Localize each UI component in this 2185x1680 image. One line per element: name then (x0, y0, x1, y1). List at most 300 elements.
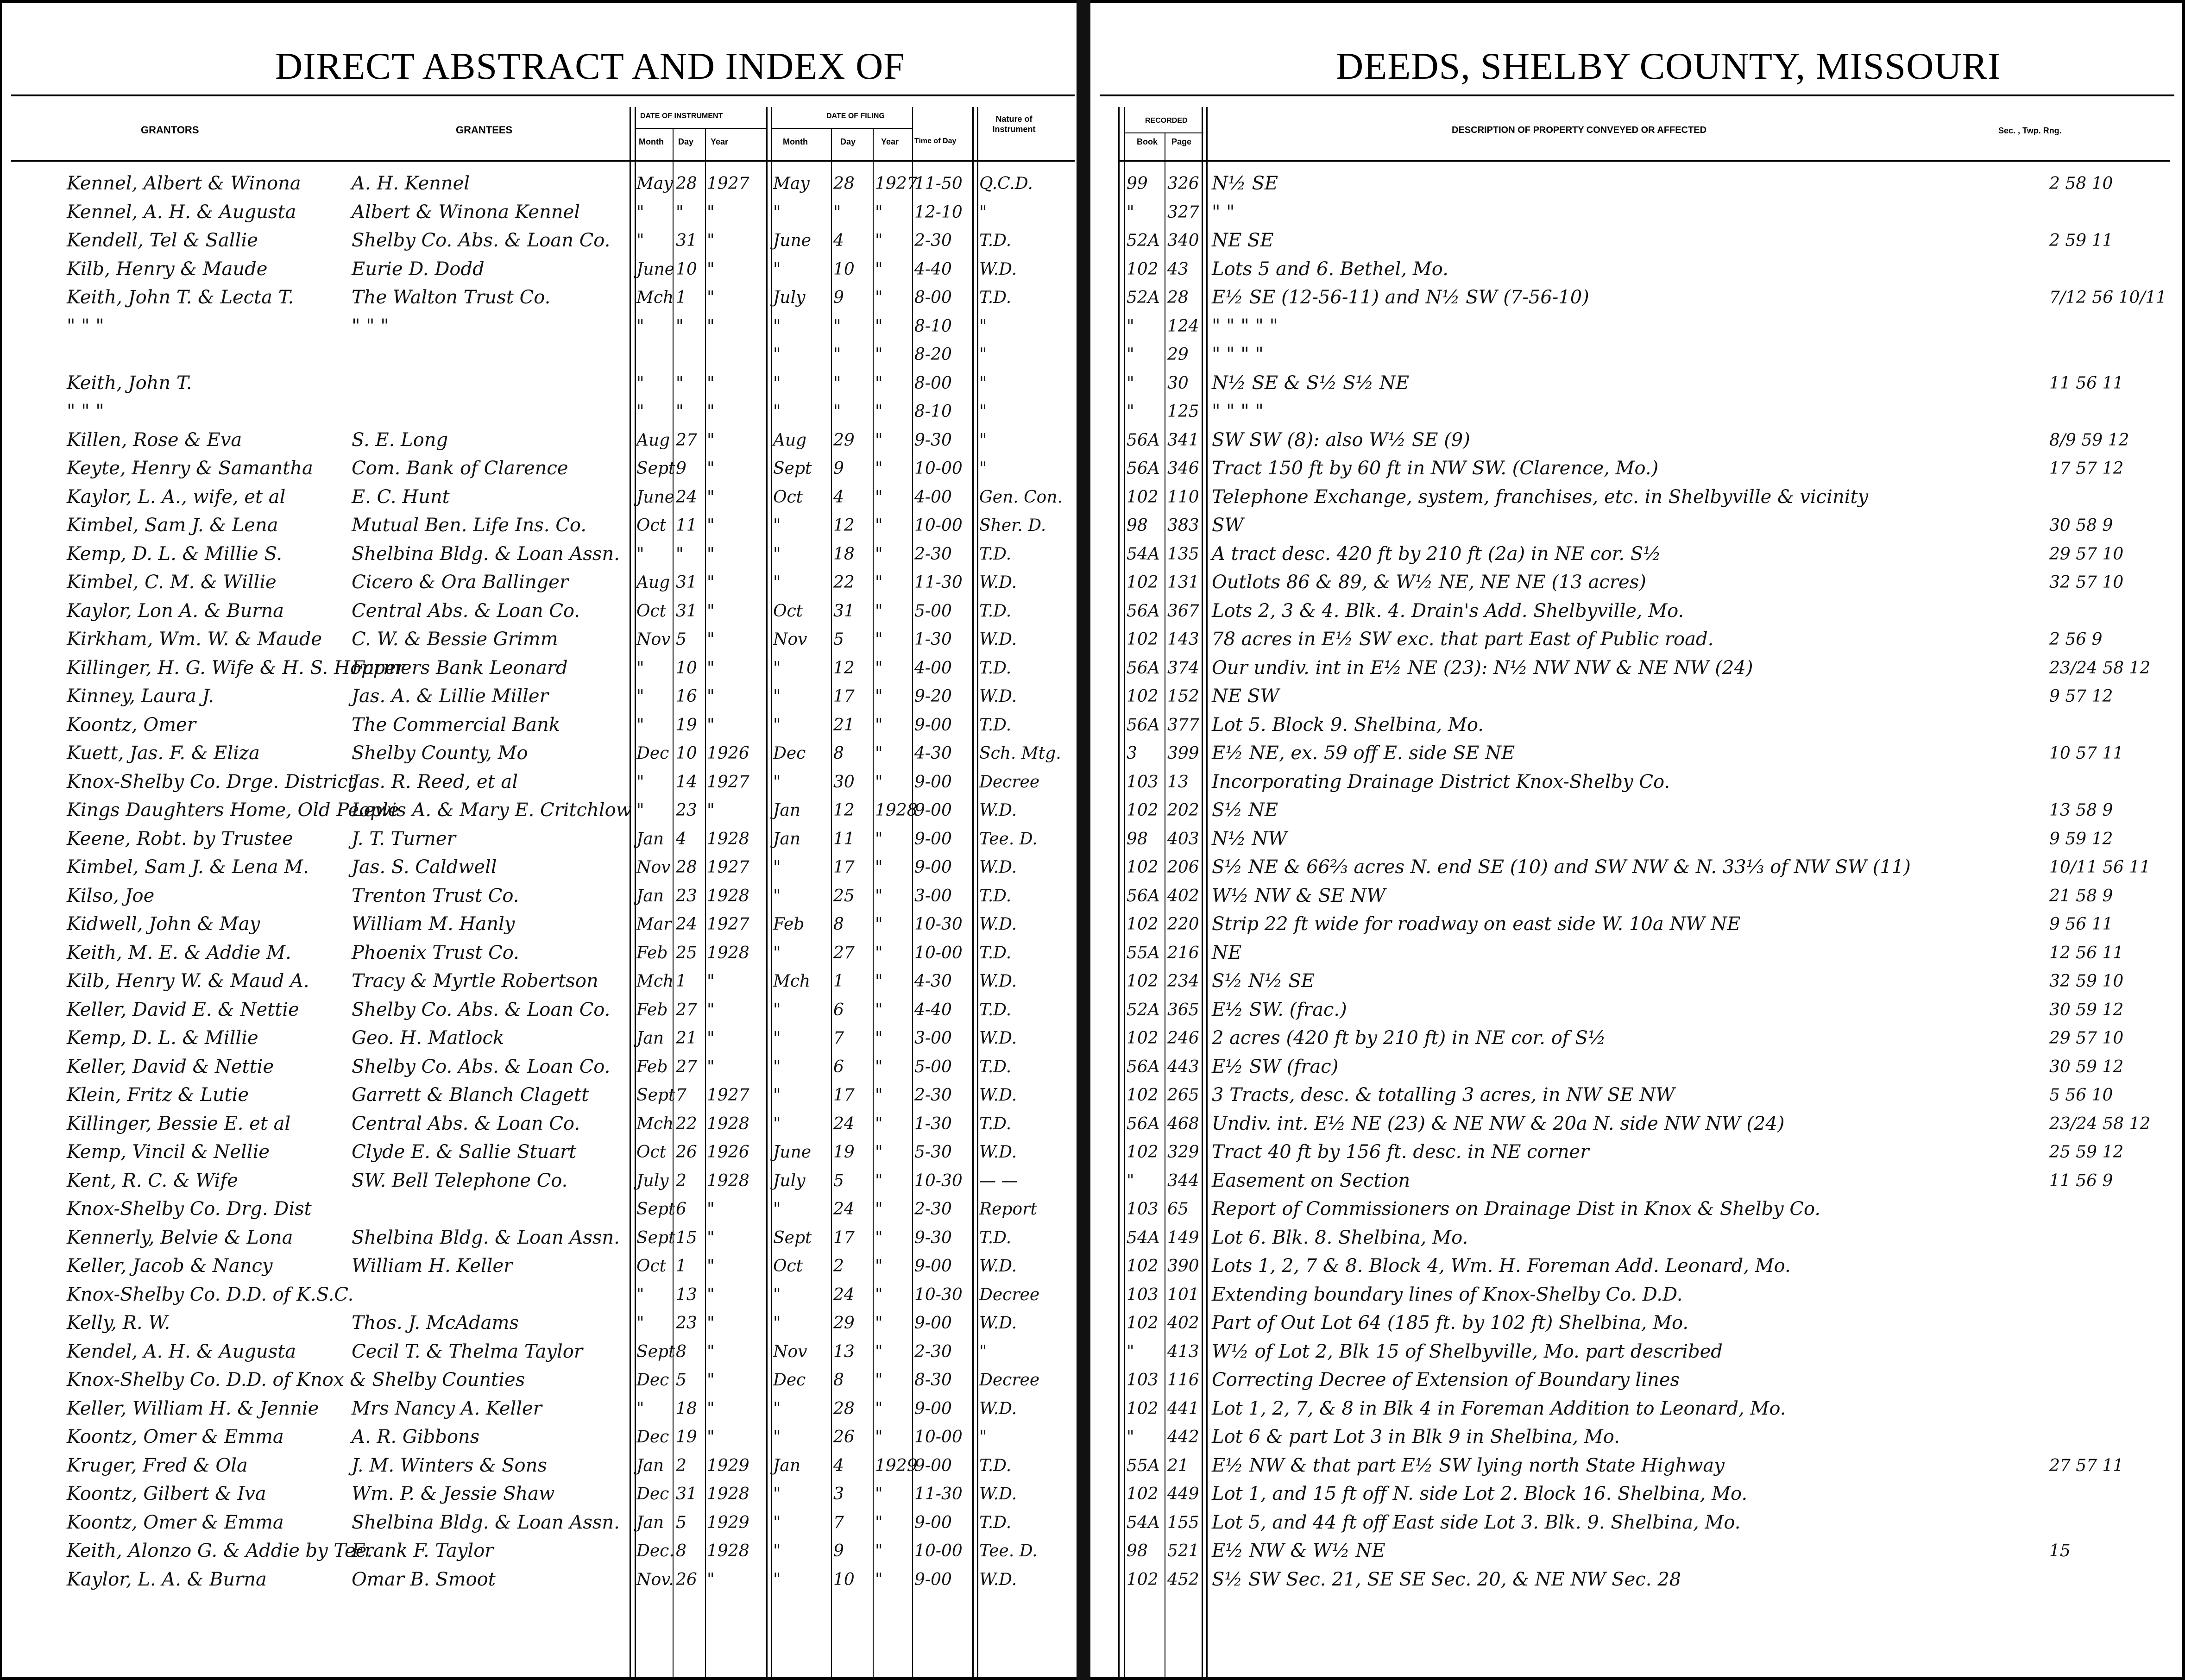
page-cell: 340 (1167, 231, 1199, 250)
nature-cell: T.D. (979, 1114, 1012, 1133)
time-of-day-cell: 9-00 (914, 1570, 952, 1589)
grantor-cell: Kimbel, C. M. & Willie (67, 572, 277, 593)
description-cell: NE (1212, 942, 1242, 963)
time-of-day-cell: 10-00 (914, 1428, 963, 1447)
instrument-month-cell: Sept (636, 1086, 675, 1105)
instrument-year-cell: " (707, 1428, 715, 1447)
instrument-year-cell: 1928 (707, 1542, 749, 1560)
grantor-cell: Kaylor, L. A. & Burna (67, 1568, 267, 1590)
filing-year-cell: " (875, 459, 883, 478)
page-cell: 468 (1167, 1114, 1199, 1133)
instrument-year-cell: " (707, 1570, 715, 1589)
sec-twp-rng-cell: 2 56 9 (2049, 630, 2103, 649)
instrument-month-cell: " (636, 1399, 644, 1418)
left-entry-row (2, 1167, 1077, 1196)
nature-cell: T.D. (979, 658, 1012, 678)
filing-month-cell: " (773, 1000, 781, 1019)
instrument-month-cell: Feb (636, 1057, 668, 1076)
right-entry-row (1090, 170, 2182, 198)
page-cell: 152 (1167, 687, 1199, 706)
left-entry-row (2, 625, 1077, 654)
right-entry-row (1090, 853, 2182, 882)
grantor-cell: Kuett, Jas. F. & Eliza (67, 742, 260, 764)
filing-day-cell: 5 (833, 1171, 844, 1190)
grantee-cell: Trenton Trust Co. (352, 885, 519, 906)
filing-month-cell: Mch (773, 972, 811, 991)
filing-year-cell: " (875, 1086, 883, 1105)
filing-year-cell: " (875, 316, 883, 336)
book-cell: 98 (1127, 516, 1148, 535)
left-ledger-page (2, 3, 1077, 1677)
filing-day-cell: 4 (833, 231, 844, 250)
instrument-year-cell: " (707, 202, 715, 222)
instrument-year-cell: 1928 (707, 886, 749, 906)
instrument-year-cell: 1928 (707, 943, 749, 963)
instrument-day-cell: 23 (676, 886, 697, 906)
right-entry-row (1090, 768, 2182, 797)
page-cell: 399 (1167, 744, 1199, 763)
grantee-cell: Lewis A. & Mary E. Critchlow (352, 799, 632, 821)
grantor-cell: Kaylor, L. A., wife, et al (67, 486, 286, 508)
book-cell: 102 (1127, 1570, 1159, 1589)
filing-day-cell: 27 (833, 943, 855, 963)
time-of-day-cell: 11-50 (914, 174, 963, 193)
time-of-day-cell: 8-10 (914, 316, 952, 336)
grantee-cell: Farmers Bank Leonard (352, 657, 568, 679)
instrument-year-cell: 1927 (707, 915, 749, 934)
filing-month-cell: Dec (773, 744, 806, 763)
sec-twp-rng-cell: 8/9 59 12 (2049, 430, 2129, 450)
description-cell: E½ SW (frac) (1212, 1056, 1339, 1077)
grantor-cell: Kemp, D. L. & Millie S. (67, 543, 283, 565)
book-cell: 102 (1127, 259, 1159, 279)
left-entry-row (2, 597, 1077, 626)
left-entry-row (2, 227, 1077, 255)
book-cell: 52A (1127, 288, 1160, 307)
time-of-day-cell: 9-30 (914, 1228, 952, 1247)
right-entry-row (1090, 1138, 2182, 1167)
filing-year-cell: " (875, 288, 883, 307)
header-rule (1118, 160, 2170, 162)
right-entry-row (1090, 340, 2182, 369)
sec-twp-rng-cell: 9 57 12 (2049, 687, 2113, 706)
right-entry-row (1090, 255, 2182, 284)
filing-month-cell: " (773, 687, 781, 706)
description-cell: Tract 150 ft by 60 ft in NW SW. (Clarence, Mo.) (1212, 458, 1659, 479)
instrument-month-cell: July (636, 1171, 669, 1190)
sec-twp-rng-cell: 25 59 12 (2049, 1143, 2124, 1162)
instrument-day-cell: 19 (676, 1428, 697, 1447)
left-entry-row (2, 996, 1077, 1025)
book-cell: 54A (1127, 1513, 1160, 1532)
right-entry-row (1090, 540, 2182, 569)
filing-year-cell: " (875, 345, 883, 364)
grantee-cell: The Walton Trust Co. (352, 287, 551, 308)
right-entry-row (1090, 739, 2182, 768)
instrument-year-cell: 1928 (707, 1485, 749, 1504)
nature-cell: W.D. (979, 1570, 1017, 1589)
filing-day-cell: " (833, 316, 841, 336)
time-of-day-cell: 8-10 (914, 402, 952, 421)
date-of-instrument-header: DATE OF INSTRUMENT (640, 112, 723, 120)
nature-cell: W.D. (979, 1257, 1017, 1276)
time-of-day-cell: 2-30 (914, 544, 952, 564)
instrument-year-cell: 1927 (707, 858, 749, 877)
grantor-cell: Kimbel, Sam J. & Lena M. (67, 856, 309, 878)
filing-year-cell: " (875, 972, 883, 991)
instrument-day-cell: 31 (676, 231, 697, 250)
description-cell: S½ NE & 66⅔ acres N. end SE (10) and SW NW & N. 33⅓ of NW SW (11) (1212, 856, 1911, 878)
grantor-cell: Killinger, Bessie E. et al (67, 1113, 291, 1134)
grantor-cell: Killinger, H. G. Wife & H. S. Hopper (67, 657, 405, 679)
nature-cell: T.D. (979, 1228, 1012, 1247)
filing-day-cell: 7 (833, 1513, 844, 1532)
description-cell: W½ NW & SE NW (1212, 885, 1386, 906)
instrument-day-cell: 25 (676, 943, 697, 963)
filing-month-cell: May (773, 174, 810, 193)
filing-year-cell: " (875, 744, 883, 763)
page-cell: 246 (1167, 1029, 1199, 1048)
nature-cell: T.D. (979, 943, 1012, 963)
filing-year-header: Year (881, 137, 899, 146)
right-entry-row (1090, 996, 2182, 1025)
filing-day-cell: 26 (833, 1428, 855, 1447)
instrument-month-cell: Dec (636, 744, 669, 763)
sec-twp-rng-cell: 27 57 11 (2049, 1456, 2124, 1475)
instrument-day-cell: 28 (676, 174, 697, 193)
time-of-day-header: Time of Day (914, 137, 957, 145)
sec-twp-rng-header: Sec. , Twp. Rng. (1998, 126, 2062, 135)
left-entry-row (2, 1053, 1077, 1082)
instrument-month-cell: " (636, 715, 644, 735)
sec-twp-rng-cell: 11 56 9 (2049, 1171, 2113, 1190)
instrument-month-cell: Dec (636, 1428, 669, 1447)
grantee-cell: Com. Bank of Clarence (352, 458, 568, 479)
grantee-cell: Central Abs. & Loan Co. (352, 600, 580, 622)
nature-cell: " (979, 345, 987, 364)
instrument-month-cell: " (636, 544, 644, 564)
filing-day-cell: 3 (833, 1485, 844, 1504)
page-cell: 28 (1167, 288, 1189, 307)
right-entry-row (1090, 654, 2182, 683)
right-entry-row (1090, 1452, 2182, 1480)
book-cell: 102 (1127, 1485, 1159, 1504)
right-entry-row (1090, 1338, 2182, 1366)
grantor-cell: Kennel, Albert & Winona (67, 173, 301, 194)
sec-twp-rng-cell: 23/24 58 12 (2049, 1114, 2151, 1133)
description-cell: 78 acres in E½ SW exc. that part East of Public road. (1212, 629, 1714, 650)
grantor-cell: Kendel, A. H. & Augusta (67, 1340, 296, 1362)
instrument-day-cell: 11 (676, 516, 697, 535)
sec-twp-rng-cell: 13 58 9 (2049, 801, 2113, 820)
filing-year-cell: " (875, 1114, 883, 1133)
left-entry-row (2, 1281, 1077, 1309)
grantor-cell: Kaylor, Lon A. & Burna (67, 600, 284, 622)
description-cell: Part of Out Lot 64 (185 ft. by 102 ft) Shelbina, Mo. (1212, 1312, 1689, 1334)
book-cell: 102 (1127, 630, 1159, 649)
instrument-month-cell: Dec (636, 1485, 669, 1504)
filing-year-cell: " (875, 630, 883, 649)
grantee-cell: Jas. S. Caldwell (352, 856, 497, 878)
grantee-cell: Shelby Co. Abs. & Loan Co. (352, 230, 611, 251)
filing-year-cell: " (875, 1200, 883, 1219)
grantee-cell: Clyde E. & Sallie Stuart (352, 1141, 577, 1163)
instrument-day-cell: 24 (676, 915, 697, 934)
left-entry-row (2, 654, 1077, 683)
right-entry-row (1090, 1480, 2182, 1509)
recorded-header: RECORDED (1145, 117, 1188, 125)
description-cell: Extending boundary lines of Knox-Shelby Co. D.D. (1212, 1284, 1683, 1305)
nature-cell: Report (979, 1200, 1037, 1219)
description-cell: Lot 5, and 44 ft off East side Lot 3. Blk. 9. Shelbina, Mo. (1212, 1511, 1741, 1533)
grantor-cell: Kidwell, John & May (67, 913, 260, 935)
filing-day-cell: 4 (833, 1456, 844, 1475)
page-cell: 206 (1167, 858, 1199, 877)
instrument-month-cell: May (636, 174, 673, 193)
instrument-year-cell: " (707, 1029, 715, 1048)
instrument-month-cell: Dec (636, 1371, 669, 1390)
filing-month-cell: Jan (773, 801, 801, 820)
description-cell: NE SE (1212, 230, 1274, 251)
filing-day-cell: 29 (833, 430, 855, 450)
nature-cell: W.D. (979, 1314, 1017, 1333)
instrument-day-cell: " (676, 316, 684, 336)
book-cell: " (1127, 316, 1134, 336)
right-entry-row (1090, 796, 2182, 825)
filing-month-cell: " (773, 858, 781, 877)
right-entry-row (1090, 483, 2182, 512)
instrument-year-cell: " (707, 601, 715, 621)
time-of-day-cell: 10-00 (914, 1542, 963, 1560)
filing-month-cell: " (773, 1114, 781, 1133)
filing-day-cell: 22 (833, 573, 855, 592)
instrument-day-cell: 10 (676, 658, 697, 678)
sec-twp-rng-cell: 5 56 10 (2049, 1086, 2113, 1105)
filing-year-cell: " (875, 231, 883, 250)
book-cell: 102 (1127, 487, 1159, 507)
grantor-cell: Keith, John T. & Lecta T. (67, 287, 294, 308)
left-entry-row (2, 910, 1077, 939)
nature-cell: W.D. (979, 687, 1017, 706)
grantor-cell: Kendell, Tel & Sallie (67, 230, 258, 251)
instrument-month-cell: Oct (636, 601, 667, 621)
grantee-cell: Mutual Ben. Life Ins. Co. (352, 515, 586, 536)
instrument-year-cell: " (707, 687, 715, 706)
right-entry-row (1090, 1309, 2182, 1338)
instrument-year-cell: " (707, 288, 715, 307)
nature-cell: — — (979, 1171, 1018, 1190)
description-cell: E½ NW & W½ NE (1212, 1540, 1385, 1561)
grantee-cell: J. T. Turner (352, 828, 456, 849)
instrument-day-cell: " (676, 402, 684, 421)
grantor-cell: Keller, William H. & Jennie (67, 1397, 319, 1419)
description-cell: Easement on Section (1212, 1170, 1410, 1191)
instrument-month-cell: Jan (636, 1513, 664, 1532)
header-rule (11, 160, 1075, 162)
filing-day-cell: 8 (833, 1371, 844, 1390)
description-cell: S½ N½ SE (1212, 970, 1315, 992)
time-of-day-cell: 9-00 (914, 772, 952, 792)
book-cell: 102 (1127, 687, 1159, 706)
grantee-cell: Frank F. Taylor (352, 1540, 494, 1561)
sec-twp-rng-cell: 10/11 56 11 (2049, 858, 2151, 877)
grantor-cell: Koontz, Gilbert & Iva (67, 1483, 266, 1504)
nature-cell: Decree (979, 1285, 1040, 1304)
grantor-cell: Kelly, R. W. (67, 1312, 170, 1334)
right-entry-row (1090, 568, 2182, 597)
instrument-month-cell: " (636, 231, 644, 250)
grantor-cell: " " " (67, 401, 104, 422)
time-of-day-cell: 8-30 (914, 1371, 952, 1390)
description-cell: Lot 6. Blk. 8. Shelbina, Mo. (1212, 1227, 1468, 1248)
instrument-month-cell: " (636, 658, 644, 678)
grantee-cell: C. W. & Bessie Grimm (352, 629, 558, 650)
filing-month-cell: " (773, 1314, 781, 1333)
right-entry-row (1090, 426, 2182, 455)
filing-day-cell: 29 (833, 1314, 855, 1333)
instrument-year-cell: " (707, 972, 715, 991)
grantor-cell: Kimbel, Sam J. & Lena (67, 515, 278, 536)
time-of-day-cell: 8-00 (914, 288, 952, 307)
filing-year-cell: " (875, 487, 883, 507)
description-cell: S½ NE (1212, 799, 1278, 821)
right-entry-row (1090, 711, 2182, 740)
filing-day-cell: 21 (833, 715, 855, 735)
instrument-month-cell: Mar (636, 915, 672, 934)
grantee-cell: Mrs Nancy A. Keller (352, 1397, 542, 1419)
page-header: Page (1171, 137, 1192, 146)
description-cell: S½ SW Sec. 21, SE SE Sec. 20, & NE NW Sec. 28 (1212, 1568, 1681, 1590)
nature-cell: T.D. (979, 544, 1012, 564)
instrument-day-cell: 8 (676, 1542, 686, 1560)
time-of-day-cell: 9-00 (914, 1257, 952, 1276)
nature-cell: W.D. (979, 1485, 1017, 1504)
book-cell: 52A (1127, 1000, 1160, 1019)
grantor-cell: Kings Daughters Home, Old People (67, 799, 399, 821)
filing-year-cell: " (875, 915, 883, 934)
right-entry-row (1090, 1395, 2182, 1423)
book-cell: 102 (1127, 1029, 1159, 1048)
filing-month-cell: " (773, 1570, 781, 1589)
instrument-year-cell: 1928 (707, 829, 749, 849)
nature-cell: W.D. (979, 801, 1017, 820)
instrument-year-cell: " (707, 1057, 715, 1076)
filing-month-cell: " (773, 1057, 781, 1076)
nature-cell: W.D. (979, 1029, 1017, 1048)
right-entry-row (1090, 369, 2182, 398)
book-cell: 102 (1127, 915, 1159, 934)
nature-cell: " (979, 316, 987, 336)
left-entry-row (2, 1480, 1077, 1509)
time-of-day-cell: 5-30 (914, 1143, 952, 1162)
filing-year-cell: " (875, 1485, 883, 1504)
filing-month-cell: " (773, 259, 781, 279)
description-cell: 3 Tracts, desc. & totalling 3 acres, in NW SE NW (1212, 1084, 1675, 1106)
right-entry-row (1090, 1081, 2182, 1110)
left-entry-row (2, 939, 1077, 968)
description-cell: Telephone Exchange, system, franchises, etc. in Shelbyville & vicinity (1212, 486, 1869, 508)
filing-year-cell: " (875, 1285, 883, 1304)
nature-cell: Sch. Mtg. (979, 744, 1061, 763)
time-of-day-cell: 9-00 (914, 1314, 952, 1333)
right-entry-row (1090, 1281, 2182, 1309)
description-cell: E½ SW. (frac.) (1212, 999, 1347, 1020)
filing-month-header: Month (783, 137, 808, 146)
sec-twp-rng-cell: 21 58 9 (2049, 886, 2113, 906)
time-of-day-cell: 4-00 (914, 487, 952, 507)
filing-year-cell: " (875, 1257, 883, 1276)
sec-twp-rng-cell: 7/12 56 10/11 (2049, 288, 2167, 307)
book-cell: 98 (1127, 1542, 1148, 1560)
right-entry-row (1090, 1509, 2182, 1537)
instrument-day-cell: 6 (676, 1200, 686, 1219)
instrument-year-header: Year (711, 137, 729, 146)
book-cell: " (1127, 1171, 1134, 1190)
filing-year-cell: " (875, 1000, 883, 1019)
filing-year-cell: " (875, 1342, 883, 1361)
filing-day-cell: 30 (833, 772, 855, 792)
filing-day-cell: 31 (833, 601, 855, 621)
time-of-day-cell: 9-00 (914, 858, 952, 877)
instrument-month-cell: " (636, 316, 644, 336)
page-cell: 329 (1167, 1143, 1199, 1162)
filing-day-cell: 9 (833, 1542, 844, 1560)
book-cell: 54A (1127, 1228, 1160, 1247)
right-entry-row (1090, 1252, 2182, 1281)
grantee-cell: Cicero & Ora Ballinger (352, 572, 568, 593)
left-entry-row (2, 369, 1077, 398)
nature-cell: W.D. (979, 630, 1017, 649)
filing-month-cell: " (773, 658, 781, 678)
instrument-month-cell: " (636, 373, 644, 393)
time-of-day-cell: 3-00 (914, 886, 952, 906)
nature-cell: W.D. (979, 1086, 1017, 1105)
filing-day-cell: 12 (833, 801, 855, 820)
filing-year-cell: " (875, 1314, 883, 1333)
left-entry-row (2, 1024, 1077, 1053)
instrument-month-cell: June (636, 259, 675, 279)
description-cell: E½ NW & that part E½ SW lying north State Highway (1212, 1454, 1725, 1476)
sec-twp-rng-cell: 2 58 10 (2049, 174, 2113, 193)
time-of-day-cell: 9-00 (914, 1513, 952, 1532)
nature-cell: T.D. (979, 601, 1012, 621)
grantees-header: GRANTEES (456, 124, 513, 136)
instrument-year-cell: 1929 (707, 1456, 749, 1475)
filing-year-cell: " (875, 658, 883, 678)
nature-cell: " (979, 430, 987, 450)
filing-month-cell: " (773, 544, 781, 564)
right-entry-row (1090, 1566, 2182, 1594)
nature-cell: W.D. (979, 259, 1017, 279)
book-cell: 102 (1127, 858, 1159, 877)
page-cell: 326 (1167, 174, 1199, 193)
description-cell: Lot 5. Block 9. Shelbina, Mo. (1212, 714, 1484, 736)
filing-month-cell: " (773, 573, 781, 592)
nature-cell: Gen. Con. (979, 487, 1063, 507)
filing-month-cell: " (773, 1485, 781, 1504)
filing-year-cell: " (875, 373, 883, 393)
instrument-day-cell: 2 (676, 1456, 686, 1475)
time-of-day-cell: 11-30 (914, 573, 963, 592)
nature-cell: W.D. (979, 915, 1017, 934)
instrument-year-cell: 1929 (707, 1513, 749, 1532)
left-entry-row (2, 1366, 1077, 1395)
filing-month-cell: " (773, 715, 781, 735)
left-entry-row (2, 454, 1077, 483)
filing-month-cell: July (773, 288, 806, 307)
page-cell: 143 (1167, 630, 1199, 649)
nature-cell: " (979, 402, 987, 421)
